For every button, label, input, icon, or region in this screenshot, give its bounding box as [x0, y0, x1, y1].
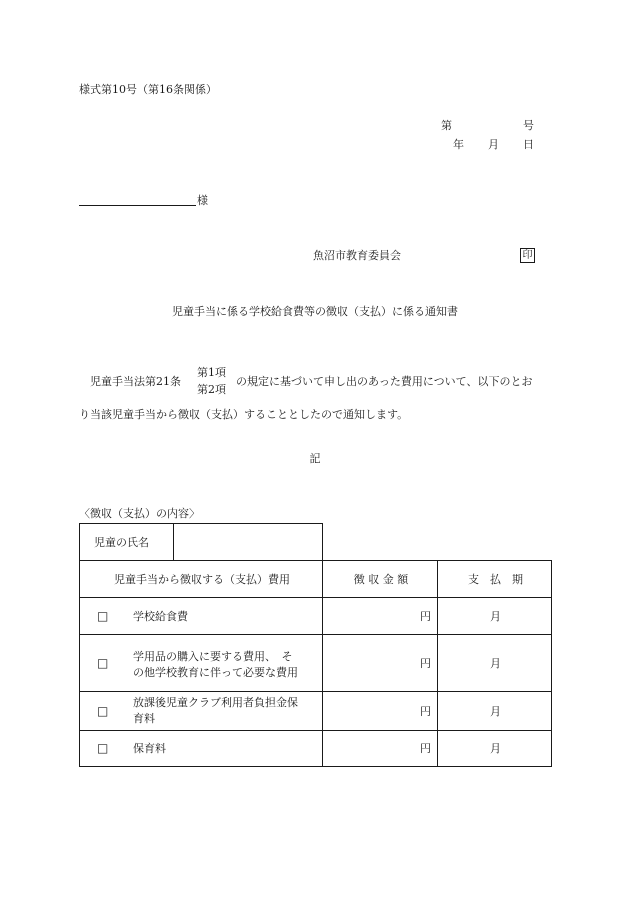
expense-label: 学校給食費 — [133, 610, 188, 623]
section-label: 〈徴収（支払）の内容〉 — [79, 507, 200, 520]
table-row — [79, 597, 323, 635]
clause-2: 第2項 — [197, 383, 226, 396]
amount-cell[interactable] — [322, 634, 438, 692]
period-cell[interactable] — [437, 597, 552, 635]
addressee-line — [79, 205, 196, 206]
table-row — [79, 634, 323, 692]
month-unit: 月 — [490, 705, 501, 718]
form-number: 様式第10号（第16条関係） — [79, 83, 217, 96]
header-amount-cell — [322, 560, 438, 598]
amount-cell[interactable] — [322, 730, 438, 767]
date-day: 日 — [523, 138, 534, 151]
checkbox[interactable]: □ — [97, 656, 109, 670]
body-line1-rest: の規定に基づいて申し出のあった費用について、以下のとお — [236, 375, 533, 388]
header-expense-cell — [79, 560, 323, 598]
child-name-label-cell — [79, 523, 174, 561]
child-name-input[interactable] — [173, 523, 323, 561]
number-go: 号 — [523, 119, 534, 132]
number-dai: 第 — [441, 119, 452, 132]
header-amount: 徴 収 金 額 — [353, 573, 409, 586]
checkbox[interactable]: □ — [97, 609, 109, 623]
period-cell[interactable] — [437, 691, 552, 731]
amount-cell[interactable] — [322, 691, 438, 731]
header-expense: 児童手当から徴収する（支払）費用 — [114, 573, 290, 586]
issuer-name: 魚沼市教育委員会 — [313, 249, 401, 262]
month-unit: 月 — [490, 742, 501, 755]
header-period: 支 払 期 — [468, 573, 523, 586]
month-unit: 月 — [490, 610, 501, 623]
checkbox[interactable]: □ — [97, 741, 109, 755]
addressee-suffix: 様 — [197, 194, 208, 207]
expense-label-line-1: 学用品の購入に要する費用、 そ — [133, 650, 293, 663]
period-cell[interactable] — [437, 730, 552, 767]
child-name-label: 児童の氏名 — [94, 536, 149, 549]
seal-mark: 印 — [520, 248, 535, 263]
body-line2: り当該児童手当から徴収（支払）することとしたので通知します。 — [79, 408, 409, 421]
expense-label: 保育料 — [133, 742, 166, 755]
table-row — [79, 730, 323, 767]
amount-cell[interactable] — [322, 597, 438, 635]
clause-1: 第1項 — [197, 366, 226, 379]
header-period-cell — [437, 560, 552, 598]
expense-label-line-2: の他学校教育に伴って必要な費用 — [133, 666, 298, 679]
date-year: 年 — [453, 138, 464, 151]
body-prefix: 児童手当法第21条 — [90, 375, 181, 388]
yen-unit: 円 — [420, 610, 431, 623]
yen-unit: 円 — [420, 742, 431, 755]
yen-unit: 円 — [420, 657, 431, 670]
ki-label: 記 — [309, 452, 321, 465]
document-title: 児童手当に係る学校給食費等の徴収（支払）に係る通知書 — [172, 305, 458, 318]
checkbox[interactable]: □ — [97, 704, 109, 718]
month-unit: 月 — [490, 657, 501, 670]
expense-label-line-1: 放課後児童クラブ利用者負担金保 — [133, 696, 298, 709]
date-month: 月 — [488, 138, 499, 151]
period-cell[interactable] — [437, 634, 552, 692]
table-row — [79, 691, 323, 731]
yen-unit: 円 — [420, 705, 431, 718]
expense-label-line-2: 育料 — [133, 712, 155, 725]
